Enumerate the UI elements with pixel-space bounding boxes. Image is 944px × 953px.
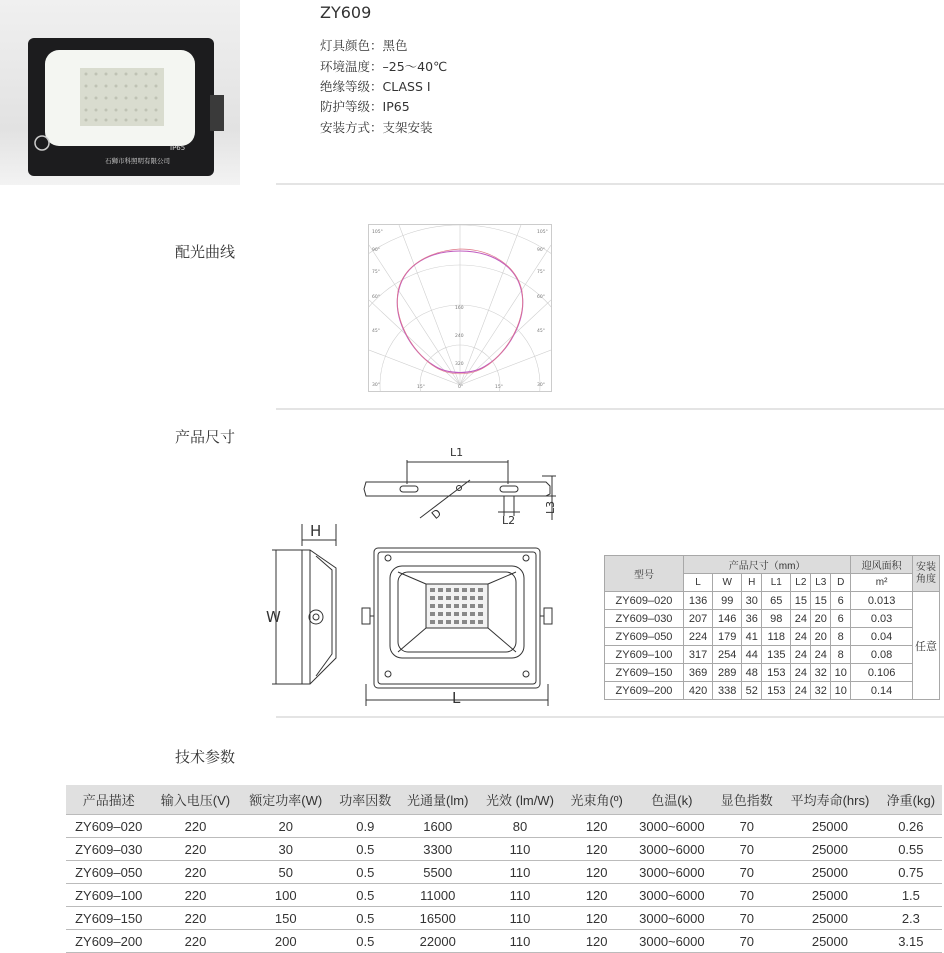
- tech-cell: ZY609–020: [66, 815, 151, 838]
- dim-value-cell: 24: [791, 628, 811, 646]
- dim-model-cell: ZY609–150: [605, 664, 684, 682]
- dim-value-cell: 254: [713, 646, 742, 664]
- tech-params-table: [66, 785, 942, 953]
- dim-value-cell: 6: [831, 610, 851, 628]
- dim-column-header-unit: m²: [851, 574, 913, 592]
- divider: [276, 183, 944, 185]
- spec-color: 灯具颜色：黑色: [320, 38, 408, 53]
- tech-cell: 70: [713, 861, 780, 884]
- tech-cell: 25000: [780, 930, 880, 953]
- tech-cell: 25000: [780, 815, 880, 838]
- dim-value-cell: 6: [831, 592, 851, 610]
- tech-cell: 3000~6000: [630, 815, 713, 838]
- table-row: [66, 815, 942, 838]
- dim-value-cell: 153: [762, 682, 791, 700]
- tech-column-header: 显色指数: [713, 785, 780, 815]
- tech-column-header: 额定功率(W): [239, 785, 331, 815]
- tech-column-header: 光束角(º): [563, 785, 630, 815]
- tech-cell: 0.5: [332, 884, 399, 907]
- tech-cell: 0.9: [332, 815, 399, 838]
- svg-text:105°: 105°: [537, 230, 548, 235]
- dim-column-header: H: [742, 574, 762, 592]
- dim-value-cell: 24: [811, 646, 831, 664]
- tech-cell: 220: [151, 930, 239, 953]
- spec-protection: 防护等级：IP65: [320, 99, 410, 114]
- tech-cell: 110: [477, 838, 563, 861]
- table-row: [66, 907, 942, 930]
- dim-column-header: L1: [762, 574, 791, 592]
- dim-value-cell: 24: [791, 646, 811, 664]
- dim-header-angle: 安装角度: [913, 556, 940, 592]
- tech-cell: 2.3: [880, 907, 942, 930]
- tech-cell: 16500: [399, 907, 477, 930]
- tech-cell: 25000: [780, 838, 880, 861]
- label-H: H: [310, 522, 322, 540]
- dim-value-cell: 289: [713, 664, 742, 682]
- svg-text:60°: 60°: [537, 295, 545, 300]
- tech-cell: 70: [713, 907, 780, 930]
- label-L1: L1: [450, 446, 464, 459]
- tech-cell: 220: [151, 838, 239, 861]
- tech-column-header: 平均寿命(hrs): [780, 785, 880, 815]
- dim-value-cell: 8: [831, 628, 851, 646]
- bracket-drawing: [360, 440, 560, 530]
- tech-cell: 0.5: [332, 907, 399, 930]
- dim-area-cell: 0.106: [851, 664, 913, 682]
- label-D: D: [429, 506, 444, 522]
- dim-area-cell: 0.04: [851, 628, 913, 646]
- tech-cell: 25000: [780, 907, 880, 930]
- svg-text:0°: 0°: [458, 385, 464, 390]
- dim-value-cell: 32: [811, 682, 831, 700]
- tech-cell: 220: [151, 815, 239, 838]
- tech-cell: 3.15: [880, 930, 942, 953]
- svg-text:75°: 75°: [372, 270, 380, 275]
- table-row: [66, 838, 942, 861]
- tech-cell: 11000: [399, 884, 477, 907]
- dim-area-cell: 0.013: [851, 592, 913, 610]
- tech-cell: 120: [563, 930, 630, 953]
- tech-cell: ZY609–200: [66, 930, 151, 953]
- dim-value-cell: 146: [713, 610, 742, 628]
- tech-cell: 120: [563, 907, 630, 930]
- svg-text:160: 160: [455, 306, 464, 311]
- tech-cell: 3000~6000: [630, 907, 713, 930]
- tech-column-header: 光通量(lm): [399, 785, 477, 815]
- tech-cell: 70: [713, 815, 780, 838]
- tech-cell: 30: [239, 838, 331, 861]
- table-row: [605, 610, 940, 628]
- dim-value-cell: 118: [762, 628, 791, 646]
- tech-cell: 220: [151, 884, 239, 907]
- dim-value-cell: 338: [713, 682, 742, 700]
- tech-cell: 0.26: [880, 815, 942, 838]
- dim-value-cell: 10: [831, 664, 851, 682]
- svg-text:60°: 60°: [372, 295, 380, 300]
- tech-cell: 25000: [780, 884, 880, 907]
- dim-value-cell: 24: [791, 682, 811, 700]
- dim-value-cell: 224: [684, 628, 713, 646]
- side-view-drawing: [266, 520, 348, 710]
- dim-value-cell: 99: [713, 592, 742, 610]
- tech-cell: 120: [563, 815, 630, 838]
- dim-column-header: L3: [811, 574, 831, 592]
- tech-cell: ZY609–030: [66, 838, 151, 861]
- floodlight-photo: [0, 0, 240, 185]
- dim-value-cell: 32: [811, 664, 831, 682]
- dim-column-header: L2: [791, 574, 811, 592]
- tech-cell: 110: [477, 907, 563, 930]
- dim-value-cell: 52: [742, 682, 762, 700]
- front-view-drawing: [358, 544, 556, 708]
- tech-cell: 220: [151, 861, 239, 884]
- dim-value-cell: 317: [684, 646, 713, 664]
- tech-cell: 150: [239, 907, 331, 930]
- tech-cell: 0.75: [880, 861, 942, 884]
- tech-cell: 50: [239, 861, 331, 884]
- svg-text:105°: 105°: [372, 230, 383, 235]
- tech-cell: 70: [713, 838, 780, 861]
- svg-text:15°: 15°: [495, 385, 503, 390]
- dim-value-cell: 15: [791, 592, 811, 610]
- tech-cell: 70: [713, 884, 780, 907]
- dim-model-cell: ZY609–030: [605, 610, 684, 628]
- tech-column-header: 净重(kg): [880, 785, 942, 815]
- table-row: [605, 592, 940, 610]
- dim-header-size: 产品尺寸（mm）: [684, 556, 851, 574]
- dim-column-header: D: [831, 574, 851, 592]
- table-row: [605, 664, 940, 682]
- label-L: L: [452, 689, 461, 707]
- dim-value-cell: 420: [684, 682, 713, 700]
- tech-cell: 120: [563, 838, 630, 861]
- svg-text:30°: 30°: [537, 383, 545, 388]
- tech-cell: 1600: [399, 815, 477, 838]
- tech-cell: 3000~6000: [630, 861, 713, 884]
- table-row: [605, 646, 940, 664]
- tech-cell: 120: [563, 884, 630, 907]
- dim-value-cell: 369: [684, 664, 713, 682]
- tech-cell: 0.5: [332, 930, 399, 953]
- dim-value-cell: 10: [831, 682, 851, 700]
- tech-cell: 110: [477, 861, 563, 884]
- tech-cell: 22000: [399, 930, 477, 953]
- tech-cell: 5500: [399, 861, 477, 884]
- photo-company-label: 石狮市科照明有限公司: [105, 157, 170, 165]
- divider: [276, 716, 944, 718]
- dim-value-cell: 44: [742, 646, 762, 664]
- tech-column-header: 产品描述: [66, 785, 151, 815]
- svg-text:15°: 15°: [417, 385, 425, 390]
- divider: [276, 408, 944, 410]
- svg-text:45°: 45°: [537, 329, 545, 334]
- dim-value-cell: 24: [791, 610, 811, 628]
- svg-text:45°: 45°: [372, 329, 380, 334]
- dim-model-cell: ZY609–020: [605, 592, 684, 610]
- dim-value-cell: 8: [831, 646, 851, 664]
- label-W: W: [266, 608, 281, 626]
- tech-cell: 70: [713, 930, 780, 953]
- dim-header-wind: 迎风面积: [851, 556, 913, 574]
- dim-value-cell: 24: [791, 664, 811, 682]
- dim-area-cell: 0.08: [851, 646, 913, 664]
- spec-temperature: 环境温度：–25～40℃: [320, 59, 448, 74]
- tech-cell: 120: [563, 861, 630, 884]
- dim-value-cell: 48: [742, 664, 762, 682]
- dim-value-cell: 136: [684, 592, 713, 610]
- spec-insulation: 绝缘等级：CLASS Ⅰ: [320, 79, 431, 94]
- tech-column-header: 输入电压(V): [151, 785, 239, 815]
- tech-cell: 3300: [399, 838, 477, 861]
- dim-column-header: L: [684, 574, 713, 592]
- tech-cell: ZY609–050: [66, 861, 151, 884]
- product-photo: [0, 0, 240, 185]
- dim-value-cell: 36: [742, 610, 762, 628]
- dim-model-cell: ZY609–100: [605, 646, 684, 664]
- dim-area-cell: 0.14: [851, 682, 913, 700]
- tech-column-header: 功率因数: [332, 785, 399, 815]
- table-row: [66, 861, 942, 884]
- svg-text:90°: 90°: [537, 248, 545, 253]
- dim-model-cell: ZY609–200: [605, 682, 684, 700]
- tech-cell: 200: [239, 930, 331, 953]
- dim-value-cell: 15: [811, 592, 831, 610]
- tech-cell: 220: [151, 907, 239, 930]
- label-L3: L3: [544, 500, 557, 514]
- dim-value-cell: 30: [742, 592, 762, 610]
- tech-cell: 25000: [780, 861, 880, 884]
- svg-text:90°: 90°: [372, 248, 380, 253]
- label-L2: L2: [502, 514, 516, 527]
- dim-value-cell: 207: [684, 610, 713, 628]
- tech-cell: 80: [477, 815, 563, 838]
- svg-text:75°: 75°: [537, 270, 545, 275]
- dim-angle-cell: 任意: [913, 592, 940, 700]
- dim-value-cell: 20: [811, 610, 831, 628]
- tech-cell: ZY609–100: [66, 884, 151, 907]
- section-title-dimensions: 产品尺寸: [175, 428, 236, 446]
- tech-cell: 1.5: [880, 884, 942, 907]
- table-row: [66, 930, 942, 953]
- table-row: [66, 884, 942, 907]
- dim-value-cell: 41: [742, 628, 762, 646]
- section-title-light-curve: 配光曲线: [175, 243, 236, 261]
- tech-cell: 20: [239, 815, 331, 838]
- tech-cell: 0.5: [332, 838, 399, 861]
- dim-value-cell: 98: [762, 610, 791, 628]
- tech-cell: 3000~6000: [630, 838, 713, 861]
- dim-value-cell: 65: [762, 592, 791, 610]
- svg-text:240: 240: [455, 334, 464, 339]
- tech-column-header: 光效 (lm/W): [477, 785, 563, 815]
- dim-column-header: W: [713, 574, 742, 592]
- dim-area-cell: 0.03: [851, 610, 913, 628]
- dim-header-model: 型号: [605, 556, 684, 592]
- tech-cell: 3000~6000: [630, 930, 713, 953]
- tech-cell: 110: [477, 930, 563, 953]
- dim-model-cell: ZY609–050: [605, 628, 684, 646]
- photo-ip-label: IP65: [170, 144, 186, 152]
- table-row: [605, 682, 940, 700]
- tech-cell: ZY609–150: [66, 907, 151, 930]
- section-title-tech-params: 技术参数: [175, 748, 236, 766]
- tech-cell: 100: [239, 884, 331, 907]
- spec-installation: 安装方式：支架安装: [320, 120, 433, 135]
- dim-value-cell: 179: [713, 628, 742, 646]
- tech-cell: 0.5: [332, 861, 399, 884]
- dimension-table: [604, 555, 940, 700]
- tech-cell: 0.55: [880, 838, 942, 861]
- svg-text:320: 320: [455, 362, 464, 367]
- dim-value-cell: 20: [811, 628, 831, 646]
- dim-value-cell: 153: [762, 664, 791, 682]
- tech-cell: 110: [477, 884, 563, 907]
- tech-column-header: 色温(k): [630, 785, 713, 815]
- tech-cell: 3000~6000: [630, 884, 713, 907]
- light-distribution-chart: [368, 224, 552, 392]
- table-row: [605, 628, 940, 646]
- product-name: ZY609: [320, 3, 372, 22]
- svg-text:30°: 30°: [372, 383, 380, 388]
- dim-value-cell: 135: [762, 646, 791, 664]
